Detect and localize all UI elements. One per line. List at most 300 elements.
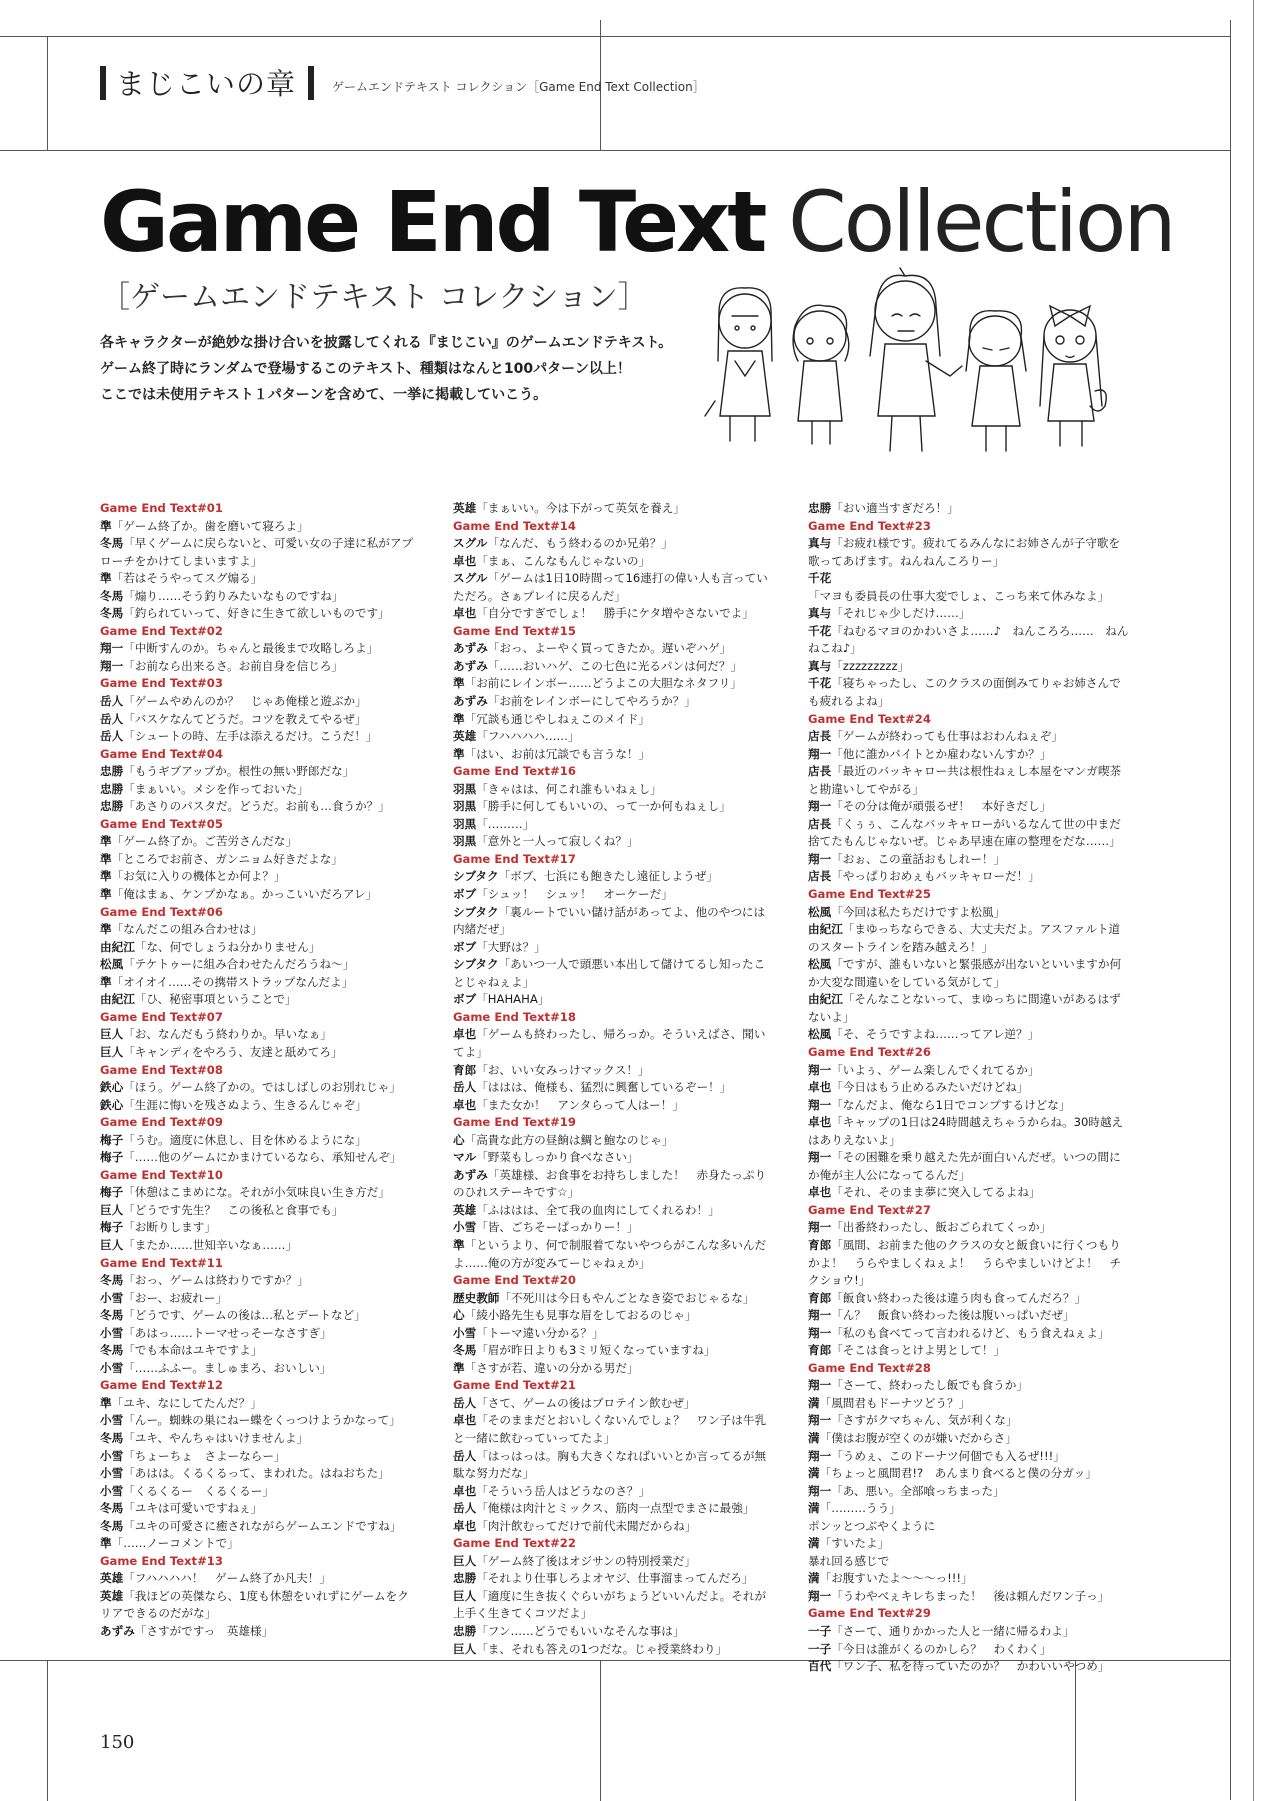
speaker-name: ボブ [453,887,477,902]
speaker-name: 準 [453,711,465,726]
dialogue-text: 「お、なんだもう終わりか。早いなぁ」 [123,1027,332,1042]
speaker-name: 準 [453,1237,465,1252]
dialogue-line [453,1079,773,1097]
dialogue-text: 「………」 [476,816,535,831]
speaker-name: 梅子 [100,1220,124,1235]
dialogue-text: 「うわやべぇキレちまった！ 後は頼んだワン子っ」 [831,1588,1110,1603]
dialogue-line [808,921,1130,956]
entry-title: Game End Text#04 [100,746,223,761]
dialogue-text: 「……ふふー。ましゅまろ、おいしい」 [123,1360,332,1375]
dialogue-text: 「それじゃ少しだけ……」 [831,606,971,621]
speaker-name: 卓也 [453,606,477,621]
speaker-name: 準 [453,746,465,761]
dialogue-text: 「くるくるー くるくるー」 [123,1483,274,1498]
page-title [100,173,1174,271]
dialogue-text: 「ゲームやめんのか？ じゃあ俺様と遊ぶか」 [123,694,367,709]
dialogue-line [453,1062,773,1080]
speaker-name: 岳人 [453,1080,477,1095]
dialogue-line [100,851,420,869]
dialogue-line [453,1149,773,1167]
dialogue-text: 「あいつ一人で頭悪い本出して儲けてるし知ったことじゃねぇよ」 [453,957,766,989]
speaker-name: 育郎 [453,1062,477,1077]
dialogue-line [453,1448,773,1483]
speaker-name: 翔一 [808,1062,832,1077]
dialogue-line [100,1588,420,1623]
dialogue-line [100,711,420,729]
entry-title: Game End Text#17 [453,851,576,866]
dialogue-text: 「風間、お前また他のクラスの女と飯食いに行くつもりかよ！ うらやましくねぇよ！ うらやましいけどよ！ チクショウ!」 [808,1237,1122,1288]
dialogue-text: 「最近のバッキャロー共は根性ねぇし本屋をマンガ喫茶と勘違いしてやがる」 [808,764,1122,796]
speaker-name: 冬馬 [100,588,124,603]
speaker-name: 由紀江 [100,939,135,954]
entry-title: Game End Text#29 [808,1606,931,1621]
dialogue-line [100,798,420,816]
speaker-name: 歴史教師 [453,1290,500,1305]
speaker-name: 冬馬 [100,1343,124,1358]
speaker-name: シブタク [453,957,499,972]
speaker-name: 岳人 [453,1501,477,1516]
speaker-name: 梅子 [100,1150,124,1165]
dialogue-text: 「おっ、ゲームは終わりですか？」 [123,1273,309,1288]
dialogue-text: 「ちょっと風間君!? あんまり食べると僕の分ガッ」 [819,1466,1097,1481]
dialogue-line [453,1483,773,1501]
dialogue-line [100,886,420,904]
intro-line: 各キャラクターが絶妙な掛け合いを披露してくれる『まじこい』のゲームエンドテキスト。 [100,335,673,351]
speaker-name: スグル [453,536,488,551]
dialogue-text: 「さすがクマちゃん、気が利くな」 [831,1413,1018,1428]
dialogue-line [808,1237,1130,1290]
dialogue-text: 「ですが、誰もいないと緊張感が出ないといいますか何か大変な間違いをしている気がして」 [808,957,1122,989]
speaker-name: 忠勝 [100,799,124,814]
dialogue-text: 「まぁ、こんなもんじゃないの」 [476,553,651,568]
entry-title: Game End Text#09 [100,1115,223,1130]
dialogue-line [808,1448,1130,1466]
dialogue-line [453,570,773,605]
entry-title: Game End Text#10 [100,1167,223,1182]
speaker-name: 翔一 [808,799,832,814]
character-1 [705,288,772,441]
dialogue-text: 「もうギブアップか。根性の無い野郎だな」 [123,764,355,779]
dialogue-line [808,1114,1130,1149]
dialogue-text: 「そういう岳人はどうなのさ？」 [476,1483,651,1498]
speaker-name: 忠勝 [100,781,124,796]
dialogue-text: 「ユキは可愛いですねぇ」 [123,1501,263,1516]
entry-title: Game End Text#05 [100,816,223,831]
dialogue-line [808,1062,1130,1080]
speaker-name: 巨人 [100,1202,124,1217]
speaker-name: 羽黒 [453,834,477,849]
dialogue-line [100,1535,420,1553]
dialogue-line [808,1307,1130,1325]
character-5 [1040,306,1106,446]
speaker-name: 千花 [808,571,832,586]
title-light: Collection [788,173,1174,271]
dialogue-text: 「休憩はこまめにな。それが小気味良い生き方だ」 [123,1185,390,1200]
entry-title: Game End Text#21 [453,1378,576,1393]
dialogue-text: 「お腹すいたよ～～～っ!!!」 [819,1571,973,1586]
speaker-name: 英雄 [453,729,477,744]
speaker-name: 翔一 [100,641,124,656]
dialogue-text: 「そこは食っとけよ男として！」 [831,1343,1006,1358]
dialogue-line [100,518,420,536]
dialogue-line [100,1448,420,1466]
dialogue-line [453,1412,773,1447]
dialogue-line [808,1290,1130,1308]
dialogue-text: 「ゲーム終了か。歯を磨いて寝ろよ」 [111,518,309,533]
dialogue-text: 「ねむるマヨのかわいさよ……♪ ねんころろ…… ねんねこね♪」 [808,623,1129,656]
title-bold: Game End Text [100,173,765,271]
speaker-name: 準 [100,1395,112,1410]
speaker-name: 巨人 [100,1044,124,1059]
entry-title: Game End Text#18 [453,1009,576,1024]
speaker-name: 翔一 [808,1308,832,1323]
dialogue-line [453,1395,773,1413]
dialogue-text: 「……ノーコメントで」 [111,1536,239,1551]
speaker-name: 冬馬 [100,1518,124,1533]
dialogue-text: 「おぉ、この童話おもしれー！」 [831,851,1006,866]
dialogue-text: 「な、何でしょうね分かりません」 [134,939,321,954]
dialogue-line [808,1395,1130,1413]
dialogue-line [808,816,1130,851]
speaker-name: 忠勝 [453,1624,477,1638]
entry-title: Game End Text#11 [100,1255,223,1270]
dialogue-text: 「トーマ違い分かる？」 [476,1325,604,1340]
entry-title: Game End Text#08 [100,1062,223,1077]
dialogue-text: 「お前にレインボー……どうよこの大胆なネタフリ」 [464,676,742,691]
dialogue-text: 「俺様は肉汁とミックス、筋肉一点型でまさに最強」 [476,1501,755,1516]
dialogue-line [808,904,1130,922]
dialogue-text: 「お気に入りの機体とか何よ？」 [111,869,286,884]
speaker-name: 準 [100,834,112,849]
speaker-name: 小雪 [100,1448,124,1463]
dialogue-line [808,605,1130,623]
character-4 [966,311,1026,451]
dialogue-line [100,1483,420,1501]
speaker-name: 由紀江 [808,922,843,937]
dialogue-line [100,974,420,992]
top-rule [0,36,1230,37]
dialogue-text: 「おい適当すぎだろ！」 [831,501,959,515]
entry-title: Game End Text#01 [100,501,223,515]
speaker-name: 満 [808,1430,820,1445]
dialogue-line [808,1518,1130,1536]
dialogue-text: 「ゲームも終わったし、帰ろっか。そういえばさ、聞いてよ」 [453,1027,766,1059]
dialogue-line [100,1184,420,1202]
character-illustration [700,266,1120,466]
dialogue-line [808,956,1130,991]
dialogue-text: 「またか……世知辛いなぁ……」 [123,1237,298,1252]
entry-title: Game End Text#20 [453,1273,576,1288]
dialogue-line [808,570,1130,605]
speaker-name: 卓也 [453,1413,477,1428]
dialogue-text: 「zzzzzzzzz」 [831,658,910,673]
speaker-name: 卓也 [453,553,477,568]
dialogue-text: 「やっぱりおめぇもバッキャローだ！」 [831,869,1040,884]
dialogue-line [453,693,773,711]
dialogue-line [100,1202,420,1220]
speaker-name: 巨人 [453,1588,477,1603]
dialogue-line [453,781,773,799]
dialogue-line [808,1500,1130,1518]
dialogue-line [100,1044,420,1062]
dialogue-line [453,500,773,518]
dialogue-text: 「そのままだとおいしくないんでしょ？ ワン子は牛乳と一緒に飲むっていってたよ」 [453,1413,767,1445]
speaker-name: 巨人 [100,1237,124,1252]
dialogue-text: 「それ、そのまま夢に突入してるよね」 [831,1185,1041,1200]
speaker-name: 真与 [808,536,832,551]
bottom-divider-2 [1075,1660,1076,1801]
speaker-name: 忠勝 [808,501,832,515]
header-rule [0,150,1230,151]
speaker-name: 小雪 [100,1290,124,1305]
dialogue-text: 「あはっ……トーマせっそーなさすぎ」 [123,1325,332,1340]
dialogue-line [808,1097,1130,1115]
dialogue-line [100,1430,420,1448]
dialogue-line [808,1570,1130,1588]
dialogue-text: 「というより、何で制服着てないやつらがこんな多いんだよ……俺の方が変みてーじゃねぇか」 [453,1237,767,1270]
speaker-name: 松風 [100,957,124,972]
dialogue-line [808,1641,1130,1659]
dialogue-line [808,1342,1130,1360]
dialogue-text: 「ボブ、七浜にも飽きたし遠征しようぜ」 [498,869,718,884]
left-vertical-rule-bottom [47,1660,48,1801]
entry-title: Game End Text#13 [100,1553,223,1568]
speaker-name: 鉄心 [100,1097,124,1112]
speaker-name: 千花 [808,676,832,691]
speaker-name: 準 [100,518,112,533]
dialogue-line [453,1500,773,1518]
dialogue-line [808,675,1130,710]
speaker-name: 忠勝 [453,1571,477,1586]
dialogue-text: 「うむ。適度に休息し、目を休めるようにな」 [123,1132,367,1147]
dialogue-line [453,553,773,571]
speaker-name: マル [453,1150,477,1165]
dialogue-text: 「んー。蜘蛛の巣にねー蝶をくっつけようかなって」 [123,1413,401,1428]
dialogue-text: 「皆、ごちそーぱっかりー！」 [476,1220,639,1235]
dialogue-text: 「寝ちゃったし、このクラスの面倒みてりゃお姉さんでも疲れるよね」 [808,676,1121,709]
speaker-name: 翔一 [808,1588,832,1603]
speaker-name: 準 [100,922,112,937]
dialogue-text: 「我ほどの英傑なら、1度も休憩をいれずにゲームをクリアできるのだがな」 [100,1588,409,1621]
speaker-name: 満 [808,1571,820,1586]
dialogue-line [100,1395,420,1413]
bottom-divider-1 [600,1660,601,1801]
speaker-name: 育郎 [808,1290,832,1305]
speaker-name: 小雪 [100,1483,124,1498]
dialogue-text: 「お、いい女みっけマックス！」 [476,1062,650,1077]
speaker-name: 岳人 [100,711,124,726]
dialogue-line [453,886,773,904]
dialogue-text: 「綾小路先生も見事な眉をしておるのじゃ」 [464,1308,697,1323]
intro-text [100,330,672,408]
dialogue-line [453,1307,773,1325]
chapter-separator [308,66,314,100]
speaker-name: 店長 [808,729,832,744]
right-edge-rule [1253,0,1254,1801]
speaker-name: 卓也 [453,1097,477,1112]
speaker-name: 真与 [808,658,832,673]
speaker-name: 準 [100,1536,112,1551]
dialogue-line [808,1219,1130,1237]
speaker-name: 岳人 [100,729,124,744]
speaker-name: 小雪 [100,1466,124,1481]
dialogue-text: 「風間君もドーナツどう？」 [819,1395,971,1410]
dialogue-line [100,640,420,658]
text-column-1 [100,500,420,1641]
dialogue-text: 「お疲れ様です。疲れてるみんなにお姉さんが子守歌を歌ってあげます。ねんねんころりー」 [808,536,1121,568]
dialogue-line [808,1535,1130,1553]
speaker-name: 一子 [808,1641,832,1656]
dialogue-line [453,1641,773,1659]
dialogue-text: 「野菜もしっかり食べなさい」 [476,1150,639,1165]
dialogue-text: 「きゃはは、何これ誰もいねぇし」 [476,781,662,796]
dialogue-line [808,1483,1130,1501]
dialogue-line [453,1237,773,1272]
dialogue-text: 「なんだ、もう終わるのか兄弟？」 [487,536,673,551]
dialogue-text: 「そんなことないって、まゆっちに間違いがあるはずないよ」 [808,992,1121,1024]
speaker-name: 育郎 [808,1237,832,1252]
speaker-name: 翔一 [808,1097,832,1112]
dialogue-line [808,868,1130,886]
dialogue-text: 「高貴な此方の昼餉は鯛と鮑なのじゃ」 [464,1132,674,1147]
speaker-name: あずみ [100,1624,135,1638]
speaker-name: 松風 [808,957,832,972]
dialogue-line [453,1325,773,1343]
dialogue-line [100,921,420,939]
dialogue-text: 「生涯に悔いを残さぬよう、生きるんじゃぞ」 [123,1097,367,1112]
entry-title: Game End Text#25 [808,887,931,902]
dialogue-line [100,1465,420,1483]
entry-title: Game End Text#02 [100,623,223,638]
dialogue-text: 「はっはっは。胸も大きくなればいいとか言ってるが無駄な努力だな」 [453,1448,767,1481]
speaker-name: 冬馬 [100,1430,124,1445]
dialogue-line [100,1219,420,1237]
dialogue-text: 「でも本命はユキですよ」 [123,1343,263,1358]
dialogue-text: 「キャンディをやろう、友達と舐めてろ」 [123,1044,343,1059]
speaker-name: ボブ [453,992,477,1007]
dialogue-line [100,1360,420,1378]
page-header [100,62,705,103]
dialogue-text: 「すいたよ」 [819,1536,890,1551]
speaker-name: 翔一 [808,1150,832,1165]
speaker-name: 由紀江 [100,992,135,1007]
dialogue-line [808,1553,1130,1571]
speaker-name: 梅子 [100,1132,124,1147]
speaker-name: 翔一 [808,1413,832,1428]
speaker-name: 翔一 [808,851,832,866]
speaker-name: 卓也 [808,1080,832,1095]
dialogue-line [453,658,773,676]
speaker-name: 翔一 [808,746,832,761]
dialogue-line [100,605,420,623]
dialogue-text: 「ほう。ゲーム終了かの。ではしばしのお別れじゃ」 [123,1080,401,1095]
speaker-name: 巨人 [453,1553,477,1568]
dialogue-text: 「飯食い終わった後は違う肉も食ってんだろ？」 [831,1290,1087,1305]
speaker-name: あずみ [453,694,488,709]
dialogue-line [453,1132,773,1150]
dialogue-line [100,956,420,974]
dialogue-line [453,711,773,729]
speaker-name: 翔一 [808,1220,832,1235]
dialogue-line [808,798,1130,816]
dialogue-line [808,991,1130,1026]
speaker-name: 翔一 [808,1483,832,1498]
speaker-name: 卓也 [453,1518,477,1533]
speaker-name: 梅子 [100,1185,124,1200]
entry-title: Game End Text#06 [100,904,223,919]
dialogue-text: 「キャップの1日は24時間越えちゃうからね。30時越えはありえないよ」 [808,1115,1124,1147]
dialogue-text: 「………うう」 [819,1501,901,1516]
speaker-name: 店長 [808,869,832,884]
japanese-subtitle: ［ゲームエンドテキスト コレクション］ [100,280,648,315]
entry-title: Game End Text#15 [453,623,576,638]
dialogue-line [453,956,773,991]
entry-title: Game End Text#22 [453,1536,576,1551]
dialogue-text: 「ゲームが終わっても仕事はおわんねぇぞ」 [831,729,1063,744]
speaker-name: 由紀江 [808,992,843,1007]
speaker-name: 岳人 [100,694,124,709]
speaker-name: 小雪 [453,1325,477,1340]
dialogue-text: 「あさりのパスタだ。どうだ。お前も…食うか？」 [123,799,390,814]
speaker-name: 英雄 [100,1571,124,1586]
dialogue-line [808,535,1130,570]
speaker-name: 冬馬 [100,1308,124,1323]
dialogue-line [808,1623,1130,1641]
dialogue-text: 「冗談も通じやしねぇこのメイド」 [464,711,650,726]
dialogue-line [100,1026,420,1044]
speaker-name: 百代 [808,1659,832,1674]
speaker-name: 店長 [808,816,832,831]
dialogue-line [453,1360,773,1378]
dialogue-text: 暴れ回る感じで [808,1553,890,1568]
dialogue-text: 「いよぅ、ゲーム楽しんでくれてるか」 [831,1062,1040,1077]
dialogue-line [453,675,773,693]
dialogue-line [453,1026,773,1061]
dialogue-line [100,1149,420,1167]
dialogue-text: 「さーて、終わったし飯でも食うか」 [831,1378,1028,1393]
dialogue-line [808,1377,1130,1395]
dialogue-text: 「裏ルートでいい儲け話があってよ、他のやつには内緒だぜ」 [453,904,766,937]
dialogue-line [100,1097,420,1115]
speaker-name: 店長 [808,764,832,779]
dialogue-text: 「なんだこの組み合わせは」 [111,922,263,937]
dialogue-text: 「肉汁飲むってだけで前代未聞だからね」 [476,1518,697,1533]
dialogue-text: 「出番終わったし、飯おごられてくっか」 [831,1220,1052,1235]
dialogue-text: 「ところでお前さ、ガンニョム好きだよな」 [111,851,343,866]
speaker-name: 準 [100,887,112,902]
speaker-name: 翔一 [808,1448,832,1463]
dialogue-line [808,1026,1130,1044]
speaker-name: 一子 [808,1624,832,1638]
entry-title: Game End Text#26 [808,1044,931,1059]
speaker-name: 冬馬 [100,606,124,621]
right-vertical-rule [1230,20,1231,1800]
dialogue-line [453,1553,773,1571]
entry-title: Game End Text#24 [808,711,931,726]
dialogue-text: 「適度に生き抜くぐらいがちょうどいいんだよ。それが上手く生きてくコツだよ」 [453,1588,767,1621]
dialogue-line [100,1272,420,1290]
dialogue-text: 「眉が昨日よりも3ミリ短くなっていますね」 [476,1343,716,1358]
dialogue-line [808,1588,1130,1606]
speaker-name: 岳人 [453,1395,477,1410]
dialogue-line [453,1342,773,1360]
dialogue-text: ポンッとつぶやくように [808,1518,936,1533]
dialogue-text: 「さすが若、違いの分かる男だ」 [464,1360,639,1375]
dialogue-text: 「ゲーム終了後はオジサンの特別授業だ」 [476,1553,696,1568]
dialogue-text: 「ユキ、なにしてたんだ？」 [111,1395,262,1410]
dialogue-line [100,1342,420,1360]
speaker-name: 英雄 [453,1202,477,1217]
